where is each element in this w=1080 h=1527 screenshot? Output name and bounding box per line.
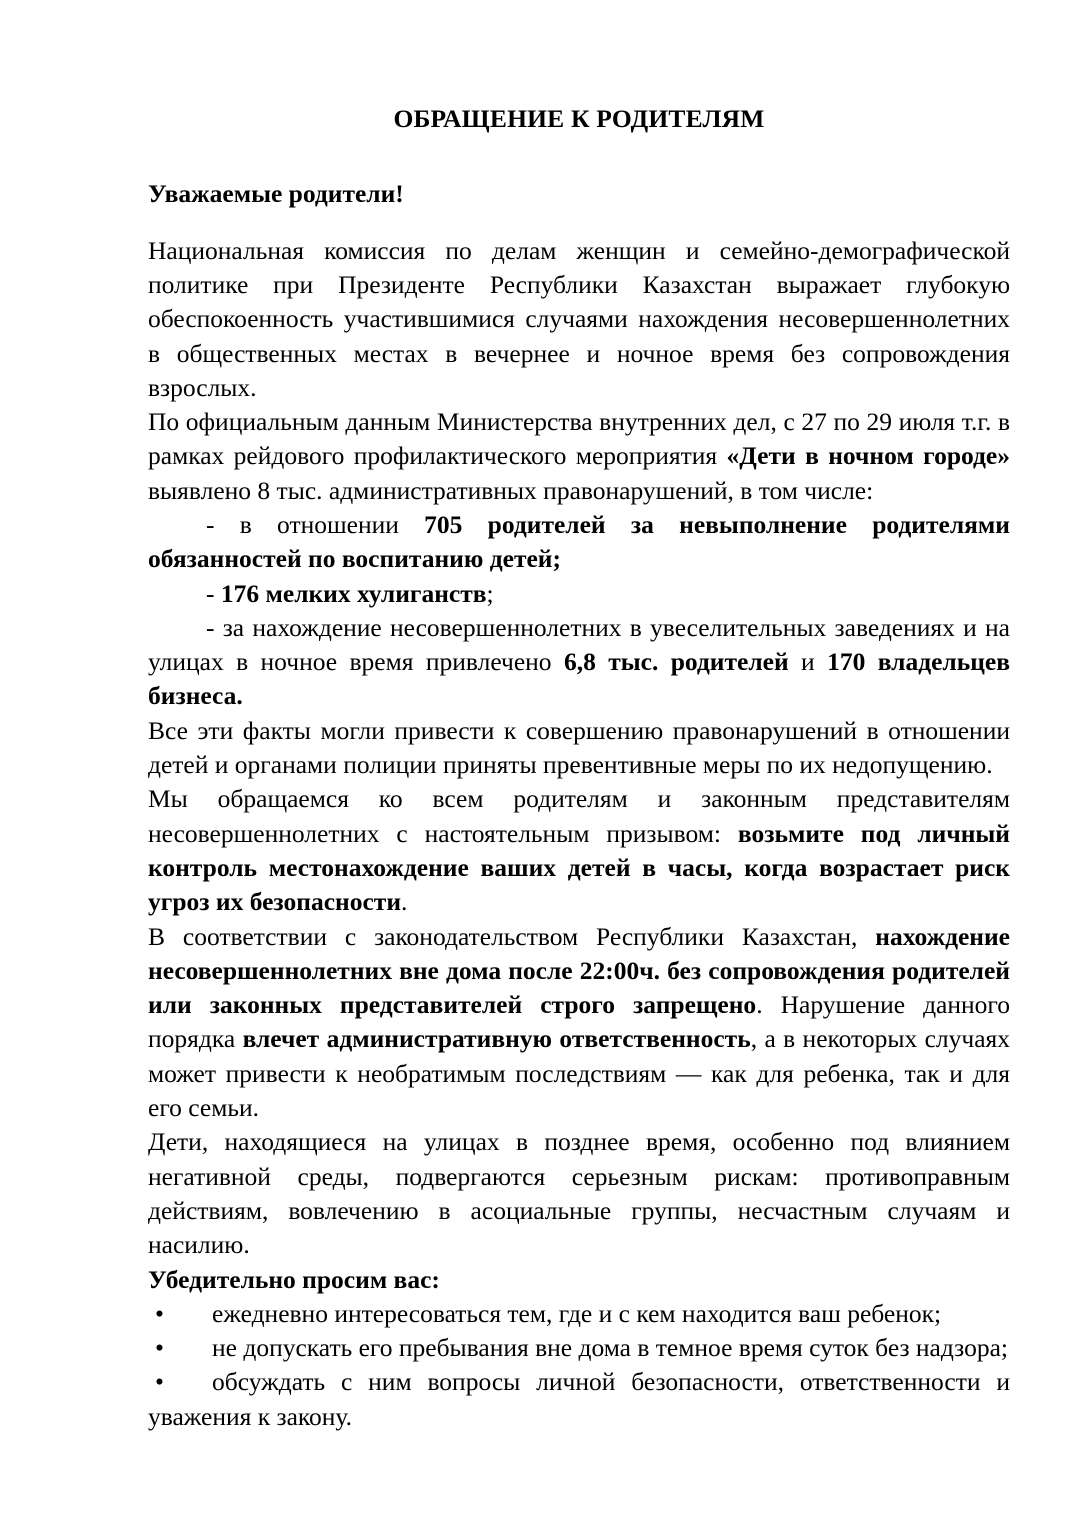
paragraph-law (148, 920, 1010, 1126)
risks-text: Дети, находящиеся на улицах в позднее время, особенно под влиянием негативной среды, подвергаются серьезным рискам: противоправным действиям, вовлечению в асоциальные группы, несчастным случаям и насилию. (148, 1127, 1010, 1260)
statistic-item-hooliganism (148, 577, 1010, 611)
law-part2: . Нарушение данного порядка (148, 990, 1010, 1054)
law-bold1: нахождение несовершеннолетних вне дома после 22:00ч. без сопровождения родителей или законных представителей строго запрещено (148, 921, 1010, 1020)
law-bold2: влечет административную ответственность (242, 1024, 751, 1054)
salutation: Уважаемые родители! (148, 179, 404, 209)
statistic-item-nighttime (148, 611, 1010, 714)
paragraph-risks (148, 1125, 1010, 1262)
stat1-prefix: - в отношении (206, 510, 425, 539)
list-item (148, 1365, 1010, 1434)
asks-list (148, 1297, 1010, 1434)
paragraph-statistics-lead (148, 405, 1010, 508)
appeal-part1: Мы обращаемся ко всем родителям и законным представителям несовершеннолетних с настоятельным призывом: (148, 784, 1010, 848)
stat2-suffix: ; (486, 578, 494, 608)
bullet-icon: • (155, 1367, 164, 1397)
page-title: ОБРАЩЕНИЕ К РОДИТЕЛЯМ (393, 104, 765, 133)
paragraph-appeal (148, 782, 1010, 919)
stats-lead-part1: По официальным данным Министерства внутренних дел, с 27 по 29 июля т.г. в рамках рейдового профилактического мероприятия (148, 407, 1010, 471)
appeal-bold: возьмите под личный контроль местонахождение ваших детей в часы, когда возрастает риск угроз их безопасности (148, 818, 1010, 917)
stat3-bold1: 6,8 тыс. родителей (563, 647, 789, 677)
consequences-text: Все эти факты могли привести к совершению правонарушений в отношении детей и органами полиции приняты превентивные меры по их недопущению. (148, 715, 1010, 780)
document-body (148, 0, 1010, 1434)
bullet-icon: • (155, 1298, 164, 1328)
stat2-prefix: - (206, 578, 221, 608)
bullet-icon: • (155, 1333, 164, 1363)
list-item (148, 1331, 1010, 1365)
asks-section-title: Убедительно просим вас: (148, 1264, 440, 1294)
ask-item-text: обсуждать с ним вопросы личной безопасности, ответственности и уважения к закону. (148, 1367, 1010, 1431)
stat3-bold2: 170 владельцев бизнеса. (148, 647, 1011, 711)
ask-item-text: ежедневно интересоваться тем, где и с кем находится ваш ребенок; (212, 1298, 942, 1328)
campaign-name: «Дети в ночном городе» (726, 441, 1011, 471)
intro-text: Национальная комиссия по делам женщин и семейно-демографической политике при Президенте Республики Казахстан выражает глубокую обеспокоенность участившимися случаями нахождения несовершеннолетних в общественных местах в вечернее и ночное время без сопровождения взрослых. (148, 235, 1010, 402)
ask-item-text: не допускать его пребывания вне дома в темное время суток без надзора; (212, 1333, 1008, 1363)
appeal-part2: . (401, 887, 408, 917)
statistic-item-parents (148, 508, 1010, 577)
paragraph-intro (148, 234, 1010, 405)
stat2-bold: 176 мелких хулиганств (220, 578, 487, 608)
stat3-part2: и (788, 647, 828, 677)
stats-lead-part2: выявлено 8 тыс. административных правонарушений, в том числе: (148, 475, 874, 505)
law-part3: , а в некоторых случаях может привести к необратимым последствиям — как для ребенка, так и для его семьи. (148, 1024, 1011, 1123)
list-item (148, 1297, 1010, 1331)
paragraph-consequences (148, 714, 1010, 783)
stat1-bold: 705 родителей за невыполнение родителями обязанностей по воспитанию детей; (148, 510, 1010, 574)
stat3-part1: - за нахождение несовершеннолетних в увеселительных заведениях и на улицах в ночное время привлечено (148, 612, 1010, 677)
law-part1: В соответствии с законодательством Республики Казахстан, (148, 921, 876, 951)
